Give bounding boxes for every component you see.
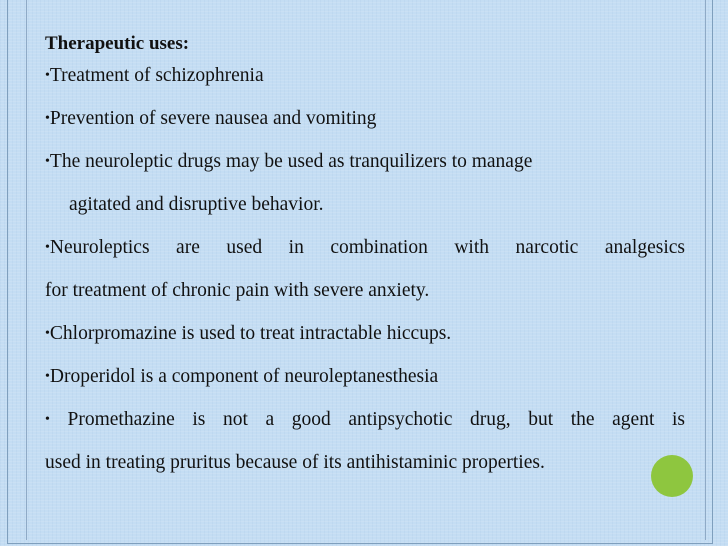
bullet-item-droperidol xyxy=(45,361,685,404)
bullet-marker: • xyxy=(45,154,50,169)
bullet-text: Chlorpromazine is used to treat intractable hiccups. xyxy=(49,323,452,344)
bullet-text: Droperidol is a component of neuroleptanesthesia xyxy=(49,366,439,387)
bullet-item-chlorpromazine xyxy=(45,318,685,361)
bullet-item-nausea xyxy=(45,103,685,146)
bullet-marker: • xyxy=(45,68,50,83)
bullet-text: The neuroleptic drugs may be used as tranquilizers to manage xyxy=(49,151,533,172)
bullet-marker: • xyxy=(45,111,50,126)
bullet-item-neuroleptics xyxy=(45,232,685,275)
bullet-marker: • xyxy=(45,369,50,384)
bullet-continuation-promethazine: used in treating pruritus because of its antihistaminic properties. xyxy=(45,452,545,473)
bullet-marker: • xyxy=(45,326,50,341)
bullet-text: Prevention of severe nausea and vomiting xyxy=(49,108,377,129)
bullet-item-schizophrenia xyxy=(45,60,685,103)
bullet-marker: • xyxy=(45,412,50,427)
bullet-continuation-tranquilizers: agitated and disruptive behavior. xyxy=(69,194,324,215)
slide-heading: Therapeutic uses: xyxy=(45,33,190,54)
bullet-continuation-neuroleptics: for treatment of chronic pain with severe anxiety. xyxy=(45,280,430,301)
bullet-text: Neuroleptics are used in combination with narcotic analgesics xyxy=(49,237,685,258)
slide-content xyxy=(45,28,685,490)
bullet-text: Treatment of schizophrenia xyxy=(49,65,264,86)
bullet-item-promethazine xyxy=(45,404,685,447)
green-circle-decoration xyxy=(651,455,693,497)
bullet-marker: • xyxy=(45,240,50,255)
bullet-text: Promethazine is not a good antipsychotic drug, but the agent is xyxy=(49,409,685,430)
bullet-item-tranquilizers xyxy=(45,146,685,189)
